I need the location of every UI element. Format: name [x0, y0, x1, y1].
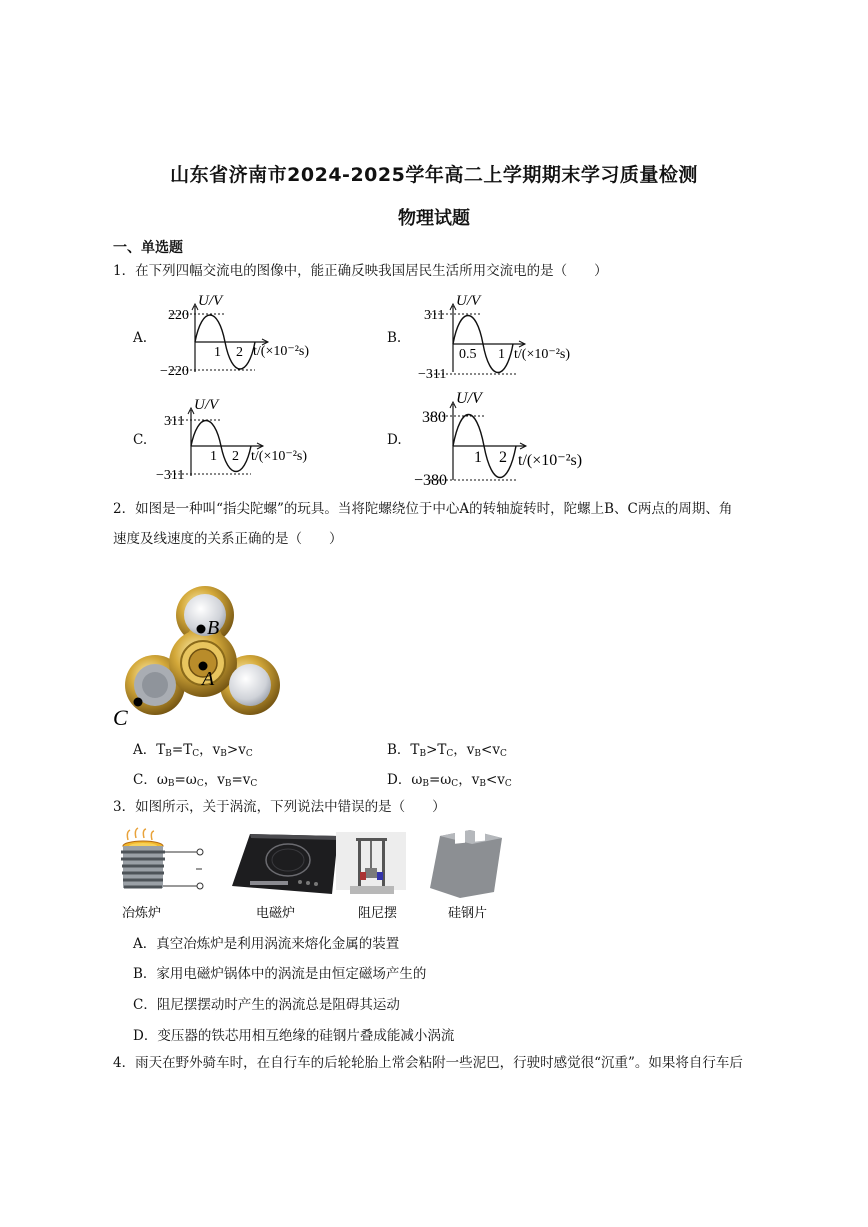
point-b-dot — [197, 625, 206, 634]
silicon-steel-image — [430, 826, 502, 898]
graph-tick-2: 2 — [499, 449, 507, 466]
graph-tick-1: 1 — [474, 449, 482, 466]
q1-option-d-letter: D. — [387, 432, 402, 448]
q1-option-b-graph — [410, 292, 590, 384]
question-4-stem: 4．雨天在野外骑车时，在自行车的后轮轮胎上常会粘附一些泥巴，行驶时感觉很“沉重”。如果将自行车后 — [113, 1055, 743, 1071]
eddy-current-images — [110, 826, 520, 922]
question-2-stem-line-2: 速度及线速度的关系正确的是（ ） — [113, 531, 343, 547]
q3-option-a[interactable]: A．真空冶炼炉是利用涡流来熔化金属的装置 — [133, 936, 400, 952]
graph-tick-1: 1 — [214, 345, 221, 360]
graph-y-axis-label: U/V — [456, 293, 481, 309]
graph-peak-label: 311 — [164, 414, 185, 429]
image-label-induction-cooker: 电磁炉 — [256, 905, 296, 920]
q3-option-b[interactable]: B．家用电磁炉锅体中的涡流是由恒定磁场产生的 — [133, 966, 427, 982]
section-heading: 一、单选题 — [113, 240, 183, 256]
graph-tick-1: 1 — [210, 449, 217, 464]
damping-pendulum-image — [336, 832, 406, 894]
q2-option-b[interactable]: B．$T_B>T_C$，$v_B<v_C$ — [387, 742, 507, 759]
graph-tick-2: 1 — [498, 347, 505, 362]
image-label-damping-pendulum: 阻尼摆 — [358, 905, 398, 920]
page-title: 山东省济南市2024-2025学年高二上学期期末学习质量检测 — [170, 164, 698, 186]
q2-option-c[interactable]: C．$\omega_B=\omega_C$，$v_B=v_C$ — [133, 772, 258, 789]
question-1-stem: 1．在下列四幅交流电的图像中，能正确反映我国居民生活所用交流电的是（ ） — [113, 263, 608, 279]
graph-peak-label: 380 — [422, 409, 446, 426]
q1-option-c-letter: C. — [133, 432, 148, 448]
graph-peak-label: 311 — [424, 308, 445, 323]
q1-option-d-graph — [410, 388, 600, 488]
graph-tick-1: 0.5 — [459, 347, 477, 362]
graph-tick-2: 2 — [232, 449, 239, 464]
graph-y-axis-label: U/V — [198, 293, 223, 309]
graph-x-axis-label: t/(×10⁻²s) — [253, 344, 310, 359]
induction-cooker-image — [232, 834, 339, 894]
page-subtitle: 物理试题 — [398, 208, 470, 229]
graph-x-axis-label: t/(×10⁻²s) — [251, 449, 308, 464]
q3-option-c[interactable]: C．阻尼摆摆动时产生的涡流总是阻碍其运动 — [133, 997, 400, 1013]
fidget-spinner-image — [110, 585, 285, 730]
graph-x-axis-label: t/(×10⁻²s) — [514, 347, 571, 362]
point-a-label: A — [202, 668, 215, 690]
graph-trough-label: −220 — [160, 364, 189, 379]
q1-option-b-letter: B. — [387, 330, 402, 346]
point-c-dot — [134, 698, 143, 707]
graph-tick-2: 2 — [236, 345, 243, 360]
image-label-silicon-steel: 硅钢片 — [448, 905, 488, 920]
q1-option-a-graph — [150, 292, 320, 384]
point-c-label: C — [113, 705, 128, 730]
q2-option-a[interactable]: A．$T_B=T_C$，$v_B>v_C$ — [133, 742, 253, 759]
graph-trough-label: −380 — [414, 472, 448, 488]
point-b-label: B — [207, 617, 220, 639]
image-label-smelting-furnace: 冶炼炉 — [122, 905, 162, 920]
q1-option-a-letter: A. — [133, 330, 148, 346]
graph-x-axis-label: t/(×10⁻²s) — [518, 452, 583, 469]
spinner-body — [125, 586, 280, 715]
graph-peak-label: 220 — [168, 308, 189, 323]
q2-option-d[interactable]: D．$\omega_B=\omega_C$，$v_B<v_C$ — [387, 772, 512, 789]
question-3-stem: 3．如图所示，关于涡流，下列说法中错误的是（ ） — [113, 799, 446, 815]
graph-y-axis-label: U/V — [194, 397, 219, 413]
graph-y-axis-label: U/V — [456, 390, 482, 407]
question-2-stem-line-1: 2．如图是一种叫“指尖陀螺”的玩具。当将陀螺绕位于中心A的转轴旋转时，陀螺上B、C两点的周期、角 — [113, 501, 733, 517]
graph-trough-label: −311 — [156, 468, 185, 483]
graph-trough-label: −311 — [418, 367, 447, 382]
q3-option-d[interactable]: D．变压器的铁芯用相互绝缘的硅钢片叠成能减小涡流 — [133, 1028, 455, 1044]
q1-option-c-graph — [150, 396, 320, 488]
smelting-furnace-image — [121, 828, 203, 889]
